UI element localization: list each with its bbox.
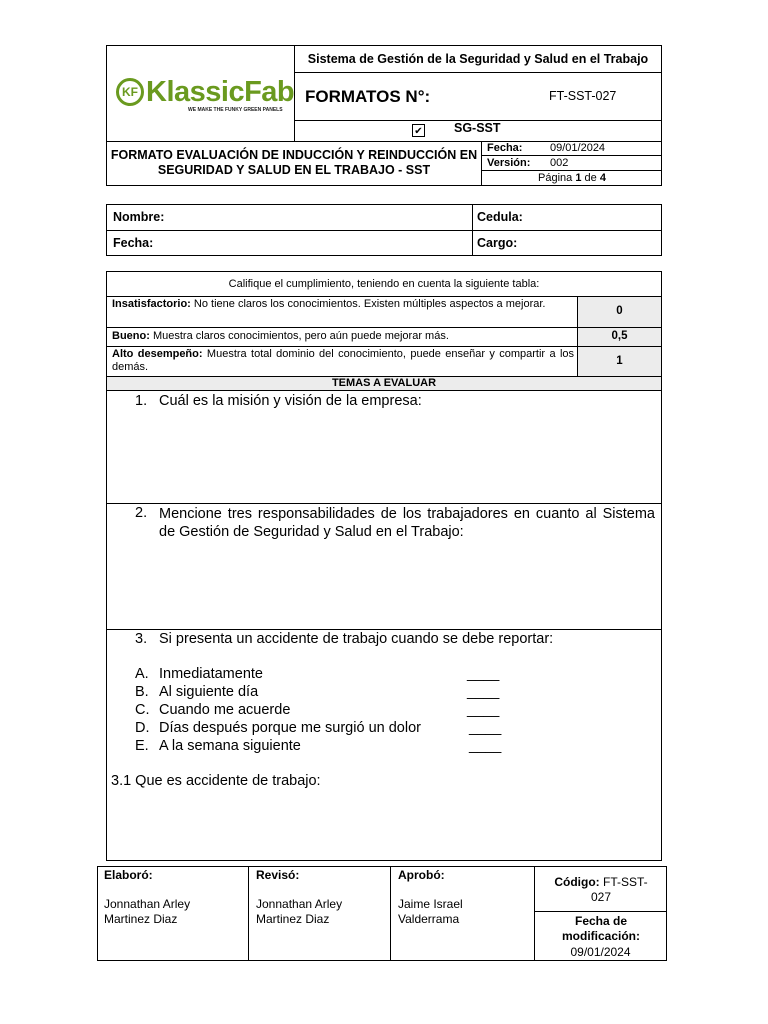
option-text: Inmediatamente xyxy=(159,666,263,682)
divider xyxy=(107,230,661,231)
logo-wordmark: KlassicFab xyxy=(146,76,295,108)
sgsst-label: SG-SST xyxy=(454,121,501,135)
codigo-value: FT-SST-027 xyxy=(590,875,648,904)
option-text: Cuando me acuerde xyxy=(159,702,291,718)
divider xyxy=(534,911,667,912)
cargo-label: Cargo: xyxy=(477,236,518,250)
header-table xyxy=(106,45,662,186)
option-blank[interactable]: ____ xyxy=(467,666,500,682)
rating-row-insatisfactorio xyxy=(112,298,574,311)
rating-term: Bueno: xyxy=(112,330,150,342)
aprobo-label: Aprobó: xyxy=(398,868,445,882)
option-blank[interactable]: ____ xyxy=(467,702,500,718)
answer-area-1[interactable] xyxy=(107,414,661,503)
info-table xyxy=(106,204,662,256)
logo-badge-icon: KF xyxy=(116,78,144,106)
option-letter: D. xyxy=(135,720,150,736)
cedula-label: Cedula: xyxy=(477,210,523,224)
divider xyxy=(577,296,578,377)
question-3-1: 3.1 Que es accidente de trabajo: xyxy=(111,773,321,789)
company-logo xyxy=(114,73,295,117)
rating-intro: Califique el cumplimiento, teniendo en cuenta la siguiente tabla: xyxy=(228,278,540,290)
option-text: Días después porque me surgió un dolor xyxy=(159,720,421,736)
formatos-code: FT-SST-027 xyxy=(549,89,617,103)
rating-score: 0 xyxy=(616,305,623,317)
sgsst-checkbox[interactable]: ✔ xyxy=(412,124,425,137)
question-1: Cuál es la misión y visión de la empresa: xyxy=(159,393,422,409)
formatos-label: FORMATOS N°: xyxy=(305,87,431,106)
fecha-label: Fecha: xyxy=(487,142,523,154)
option-blank[interactable]: ____ xyxy=(469,738,502,754)
option-text: Al siguiente día xyxy=(159,684,259,700)
option-letter: B. xyxy=(135,684,149,700)
option-letter: C. xyxy=(135,702,150,718)
version-label: Versión: xyxy=(487,157,531,169)
reviso-label: Revisó: xyxy=(256,868,300,882)
rating-term: Alto desempeño: xyxy=(112,348,203,360)
logo-tagline: WE MAKE THE FUNKY GREEN PANELS xyxy=(188,107,283,113)
elaboro-name: Jonnathan Arley Martinez Diaz xyxy=(104,897,191,926)
page-current: 1 xyxy=(575,172,582,184)
divider xyxy=(294,72,662,73)
page-number xyxy=(482,172,662,184)
divider xyxy=(107,503,661,504)
answer-area-3-1[interactable] xyxy=(107,794,661,858)
option-text: A la semana siguiente xyxy=(159,738,301,754)
evaluation-table xyxy=(106,271,662,861)
reviso-name: Jonnathan Arley Martinez Diaz xyxy=(256,897,343,926)
aprobo-name: Jaime Israel Valderrama xyxy=(398,897,463,926)
option-letter: E. xyxy=(135,738,149,754)
answer-area-2[interactable] xyxy=(107,544,661,628)
codigo-cell xyxy=(545,875,657,905)
rating-desc: No tiene claros los conocimientos. Existen múltiples aspectos a mejorar. xyxy=(193,298,546,310)
codigo-label: Código: xyxy=(554,875,600,889)
question-2: Mencione tres responsabilidades de los trabajadores en cuanto al Sistema de Gestión de Seguridad y Salud en el Trabajo: xyxy=(159,506,655,540)
divider xyxy=(107,629,661,630)
rating-row-bueno xyxy=(112,330,574,342)
rating-row-alto xyxy=(112,348,574,374)
divider xyxy=(481,155,662,156)
temas-label: TEMAS A EVALUAR xyxy=(331,377,437,389)
fecha-mod-label: Fecha de modificación: xyxy=(561,914,640,943)
version-value: 002 xyxy=(550,157,569,169)
q1-number: 1. xyxy=(135,393,148,409)
rating-desc: Muestra claros conocimientos, pero aún puede mejorar más. xyxy=(152,330,449,342)
option-blank[interactable]: ____ xyxy=(469,720,502,736)
divider xyxy=(248,866,249,961)
system-title: Sistema de Gestión de la Seguridad y Salud en el Trabajo xyxy=(307,52,649,66)
rating-desc: Muestra total dominio del conocimiento, puede enseñar y compartir a los demás. xyxy=(112,348,575,373)
rating-score: 0,5 xyxy=(611,330,628,342)
divider xyxy=(107,390,661,391)
elaboro-label: Elaboró: xyxy=(104,868,153,882)
question-3: Si presenta un accidente de trabajo cuando se debe reportar: xyxy=(159,631,554,647)
fecha-mod-value: 09/01/2024 xyxy=(570,945,631,959)
rating-score: 1 xyxy=(616,355,623,367)
q3-number: 3. xyxy=(135,631,148,647)
rating-term: Insatisfactorio: xyxy=(112,298,191,310)
divider xyxy=(390,866,391,961)
divider xyxy=(481,170,662,171)
option-letter: A. xyxy=(135,666,149,682)
page-total: 4 xyxy=(599,172,606,184)
form-title: FORMATO EVALUACIÓN DE INDUCCIÓN Y REINDUCCIÓN EN SEGURIDAD Y SALUD EN EL TRABAJO - SST xyxy=(110,148,478,177)
fecha-info-label: Fecha: xyxy=(113,236,154,250)
option-blank[interactable]: ____ xyxy=(467,684,500,700)
q2-number: 2. xyxy=(135,505,148,521)
fecha-value: 09/01/2024 xyxy=(550,142,606,154)
page-of: de xyxy=(584,172,597,184)
nombre-label: Nombre: xyxy=(113,210,165,224)
footer-table xyxy=(97,866,667,961)
page-prefix: Página xyxy=(538,172,573,184)
